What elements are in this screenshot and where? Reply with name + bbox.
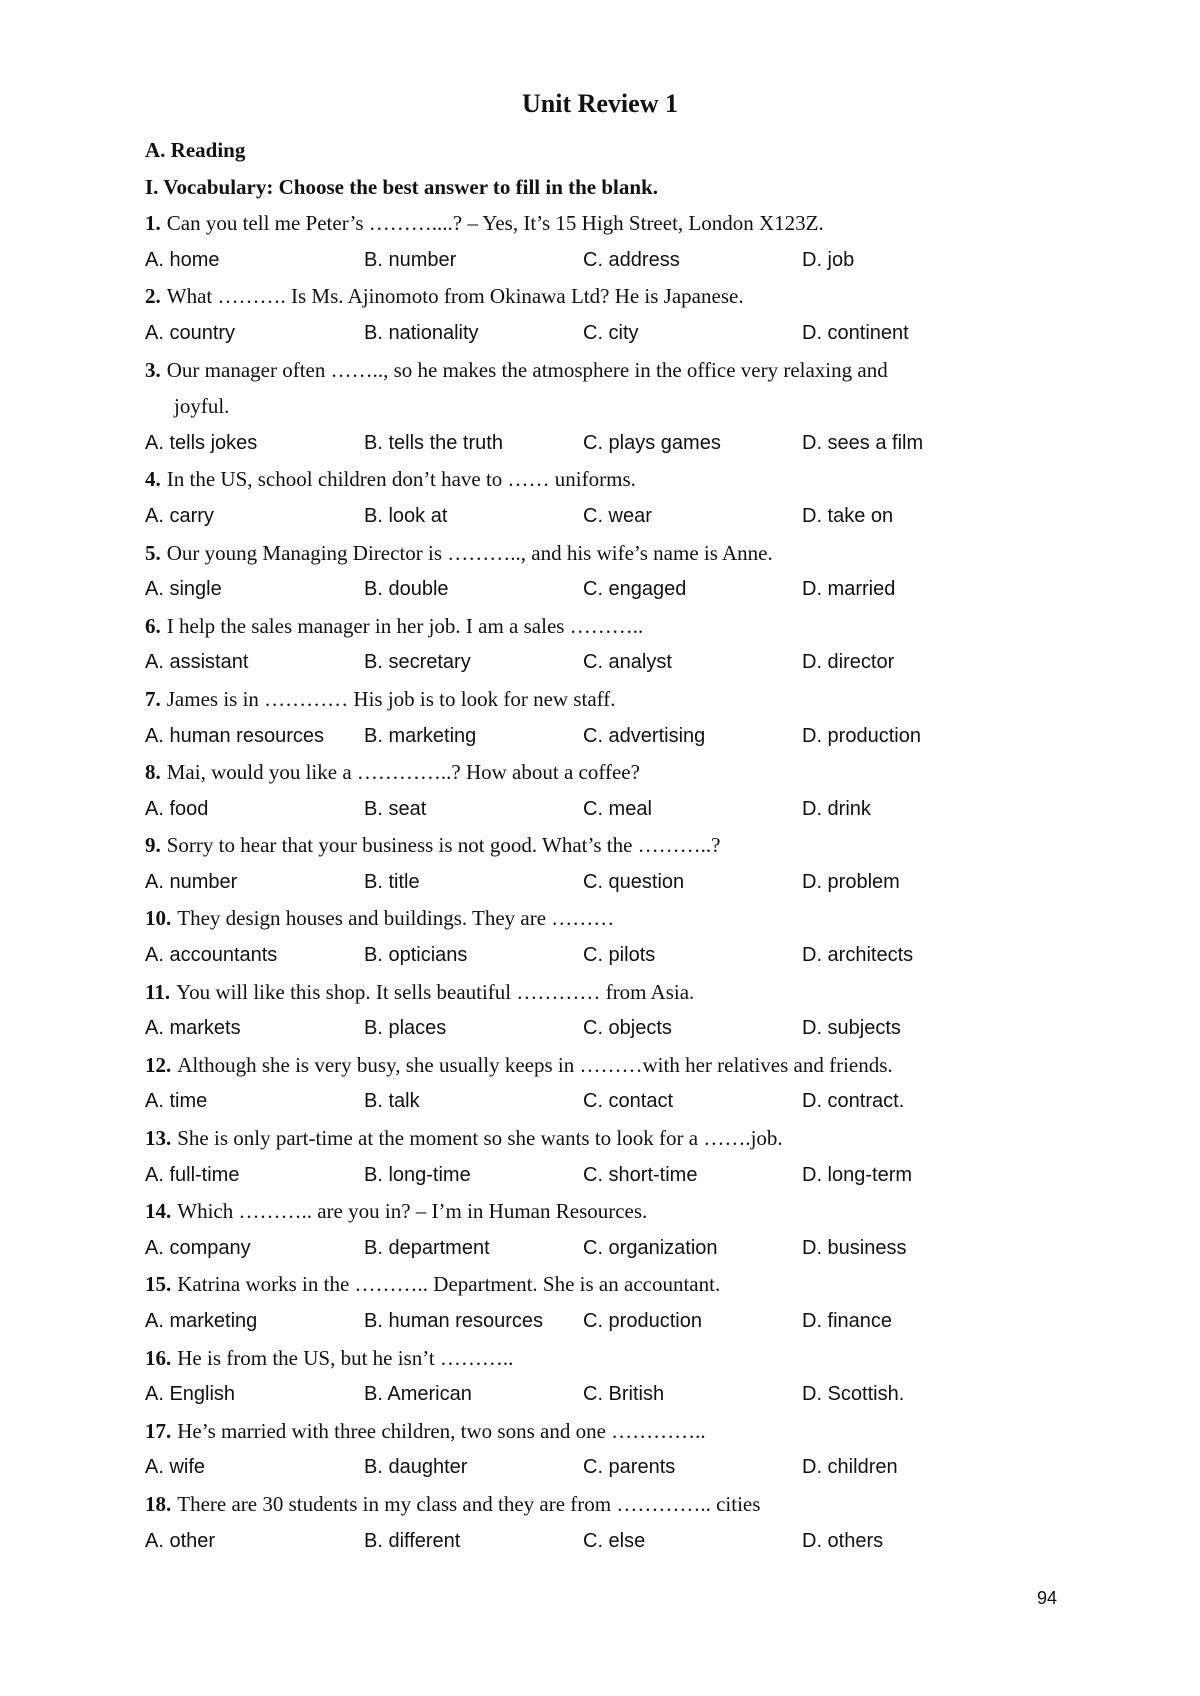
question-line xyxy=(145,1193,1045,1230)
question-line xyxy=(145,1413,1045,1450)
answer-options xyxy=(145,937,1045,974)
answer-option: D. married xyxy=(802,578,896,601)
answer-options xyxy=(145,644,1045,681)
answer-option: D. others xyxy=(802,1529,884,1552)
question-line xyxy=(145,681,1045,718)
answer-option: B. talk xyxy=(364,1090,420,1113)
answer-option: A. marketing xyxy=(145,1310,258,1332)
question-line xyxy=(145,1340,1045,1377)
question-text: Although she is very busy, she usually keeps in ………with her relatives and friends. xyxy=(177,1052,893,1077)
answer-option: A. full-time xyxy=(145,1163,240,1186)
question-text: You will like this shop. It sells beautiful ………… from Asia. xyxy=(176,979,695,1004)
answer-option: C. plays games xyxy=(583,431,721,454)
question-number: 7. xyxy=(145,686,161,711)
answer-option: A. home xyxy=(145,248,220,271)
answer-option: C. pilots xyxy=(583,944,656,967)
question-number: 11. xyxy=(145,979,171,1004)
answer-option: D. children xyxy=(802,1456,898,1479)
question-text: Mai, would you like a …………..? How about a coffee? xyxy=(166,760,640,785)
answer-options xyxy=(145,1157,1045,1194)
answer-option: D. contract. xyxy=(802,1090,905,1113)
answer-option: C. meal xyxy=(583,797,652,820)
answer-option: A. single xyxy=(145,578,222,601)
question-text: I help the sales manager in her job. I am a sales ……….. xyxy=(166,613,644,638)
answer-option: B. marketing xyxy=(364,724,477,747)
question-number: 16. xyxy=(145,1345,172,1370)
question-line xyxy=(145,1047,1045,1084)
answer-option: C. city xyxy=(583,321,639,344)
answer-option: A. English xyxy=(145,1383,236,1406)
answer-option: A. food xyxy=(145,797,209,820)
answer-option: B. look at xyxy=(364,504,448,527)
question-number: 14. xyxy=(145,1199,172,1224)
answer-option: C. production xyxy=(583,1310,702,1332)
question-text: She is only part-time at the moment so she wants to look for a …….job. xyxy=(177,1126,783,1151)
answer-option: A. time xyxy=(145,1090,208,1113)
answer-option: A. company xyxy=(145,1236,251,1259)
answer-options xyxy=(145,1523,1045,1560)
answer-option: A. country xyxy=(145,321,236,344)
answer-options xyxy=(145,718,1045,755)
answer-option: B. places xyxy=(364,1017,447,1040)
answer-options xyxy=(145,1376,1045,1413)
question-text: Our young Managing Director is ……….., and his wife’s name is Anne. xyxy=(166,540,773,565)
answer-option: B. department xyxy=(364,1236,490,1259)
answer-option: B. different xyxy=(364,1529,461,1552)
question-number: 3. xyxy=(145,357,161,382)
answer-options xyxy=(145,315,1045,352)
answer-option: C. analyst xyxy=(583,651,672,674)
answer-options xyxy=(145,498,1045,535)
answer-option: C. British xyxy=(583,1383,665,1406)
subsection-heading: I. Vocabulary: Choose the best answer to fill in the blank. xyxy=(145,174,659,199)
answer-option: C. else xyxy=(583,1529,646,1552)
answer-options xyxy=(145,1010,1045,1047)
answer-option: B. number xyxy=(364,248,457,271)
question-text: He’s married with three children, two sons and one ………….. xyxy=(177,1418,706,1443)
exercise-content xyxy=(145,132,1045,1559)
answer-option: B. title xyxy=(364,870,420,893)
answer-option: A. number xyxy=(145,870,238,893)
question-number: 10. xyxy=(145,906,172,931)
answer-option: D. Scottish. xyxy=(802,1383,905,1406)
answer-option: C. engaged xyxy=(583,578,687,601)
answer-option: B. American xyxy=(364,1383,472,1406)
answer-options xyxy=(145,864,1045,901)
answer-option: A. assistant xyxy=(145,651,249,674)
answer-option: B. human resources xyxy=(364,1310,543,1332)
answer-option: C. parents xyxy=(583,1456,676,1479)
question-text: He is from the US, but he isn’t ……….. xyxy=(177,1345,514,1370)
section-heading: A. Reading xyxy=(145,138,246,162)
page-title: Unit Review 1 xyxy=(522,89,678,118)
answer-option: A. accountants xyxy=(145,944,278,967)
answer-option: A. human resources xyxy=(145,724,324,747)
answer-option: D. take on xyxy=(802,504,894,527)
answer-option: C. organization xyxy=(583,1236,718,1259)
question-line xyxy=(145,754,1045,791)
question-line xyxy=(145,278,1045,315)
answer-options xyxy=(145,425,1045,462)
answer-option: D. continent xyxy=(802,321,909,344)
question-number: 12. xyxy=(145,1052,172,1077)
question-text: What ………. Is Ms. Ajinomoto from Okinawa Ltd? He is Japanese. xyxy=(166,284,744,309)
answer-option: D. sees a film xyxy=(802,431,924,454)
answer-option: B. long-time xyxy=(364,1163,471,1186)
answer-option: A. markets xyxy=(145,1017,241,1040)
answer-option: C. advertising xyxy=(583,724,706,747)
question-line xyxy=(145,974,1045,1011)
question-line xyxy=(145,900,1045,937)
answer-option: A. tells jokes xyxy=(145,431,258,454)
question-number: 15. xyxy=(145,1272,172,1297)
answer-option: D. drink xyxy=(802,797,871,820)
answer-option: C. objects xyxy=(583,1017,672,1040)
question-number: 5. xyxy=(145,540,161,565)
question-number: 2. xyxy=(145,284,161,309)
answer-options xyxy=(145,1083,1045,1120)
answer-options xyxy=(145,571,1045,608)
answer-option: A. wife xyxy=(145,1456,206,1479)
question-text: Katrina works in the ……….. Department. She is an accountant. xyxy=(177,1272,721,1297)
answer-option: C. contact xyxy=(583,1090,674,1113)
answer-option: D. subjects xyxy=(802,1017,901,1040)
answer-option: C. address xyxy=(583,248,680,271)
question-number: 18. xyxy=(145,1491,172,1516)
question-line xyxy=(145,1266,1045,1303)
question-text: There are 30 students in my class and they are from ………….. cities xyxy=(177,1491,761,1516)
question-line xyxy=(145,1486,1045,1523)
answer-options xyxy=(145,1449,1045,1486)
answer-option: A. carry xyxy=(145,504,214,527)
question-line xyxy=(145,352,1045,389)
answer-option: C. short-time xyxy=(583,1163,698,1186)
question-list xyxy=(145,205,1045,1559)
question-text: They design houses and buildings. They are ……… xyxy=(177,906,615,931)
question-text: Sorry to hear that your business is not good. What’s the ………..? xyxy=(166,833,721,858)
answer-options xyxy=(145,1230,1045,1267)
question-number: 1. xyxy=(145,211,161,236)
answer-option: D. job xyxy=(802,248,855,271)
question-line xyxy=(145,535,1045,572)
answer-option: A. other xyxy=(145,1529,216,1552)
question-number: 6. xyxy=(145,613,161,638)
answer-option: B. daughter xyxy=(364,1456,468,1479)
question-number: 13. xyxy=(145,1126,172,1151)
answer-option: B. tells the truth xyxy=(364,431,503,454)
question-number: 8. xyxy=(145,760,161,785)
question-line xyxy=(145,461,1045,498)
answer-option: B. seat xyxy=(364,797,427,820)
answer-option: D. business xyxy=(802,1236,907,1259)
answer-options xyxy=(145,1303,1045,1340)
question-line xyxy=(145,608,1045,645)
answer-options xyxy=(145,791,1045,828)
question-text: In the US, school children don’t have to …… uniforms. xyxy=(166,467,636,492)
answer-options xyxy=(145,242,1045,279)
answer-option: D. director xyxy=(802,651,895,674)
answer-option: D. problem xyxy=(802,870,900,893)
question-line xyxy=(145,827,1045,864)
answer-option: D. architects xyxy=(802,944,914,967)
answer-option: D. finance xyxy=(802,1310,893,1332)
question-number: 4. xyxy=(145,467,161,492)
answer-option: B. opticians xyxy=(364,944,468,967)
question-number: 9. xyxy=(145,833,161,858)
answer-option: B. double xyxy=(364,578,449,601)
question-line xyxy=(145,1120,1045,1157)
answer-option: C. wear xyxy=(583,504,652,527)
question-number: 17. xyxy=(145,1418,172,1443)
answer-option: D. production xyxy=(802,724,921,747)
page-number: 94 xyxy=(1037,1588,1058,1608)
answer-option: C. question xyxy=(583,870,685,893)
question-text: Can you tell me Peter’s ………....? – Yes, It’s 15 High Street, London X123Z. xyxy=(166,211,824,236)
question-text: Which ……….. are you in? – I’m in Human Resources. xyxy=(177,1199,648,1224)
answer-option: B. nationality xyxy=(364,321,479,344)
question-text: Our manager often …….., so he makes the atmosphere in the office very relaxing and xyxy=(166,357,888,382)
question-text-continuation: joyful. xyxy=(174,394,230,419)
answer-option: B. secretary xyxy=(364,651,471,674)
question-line xyxy=(145,205,1045,242)
question-text: James is in ………… His job is to look for new staff. xyxy=(166,686,616,711)
answer-option: D. long-term xyxy=(802,1163,913,1186)
